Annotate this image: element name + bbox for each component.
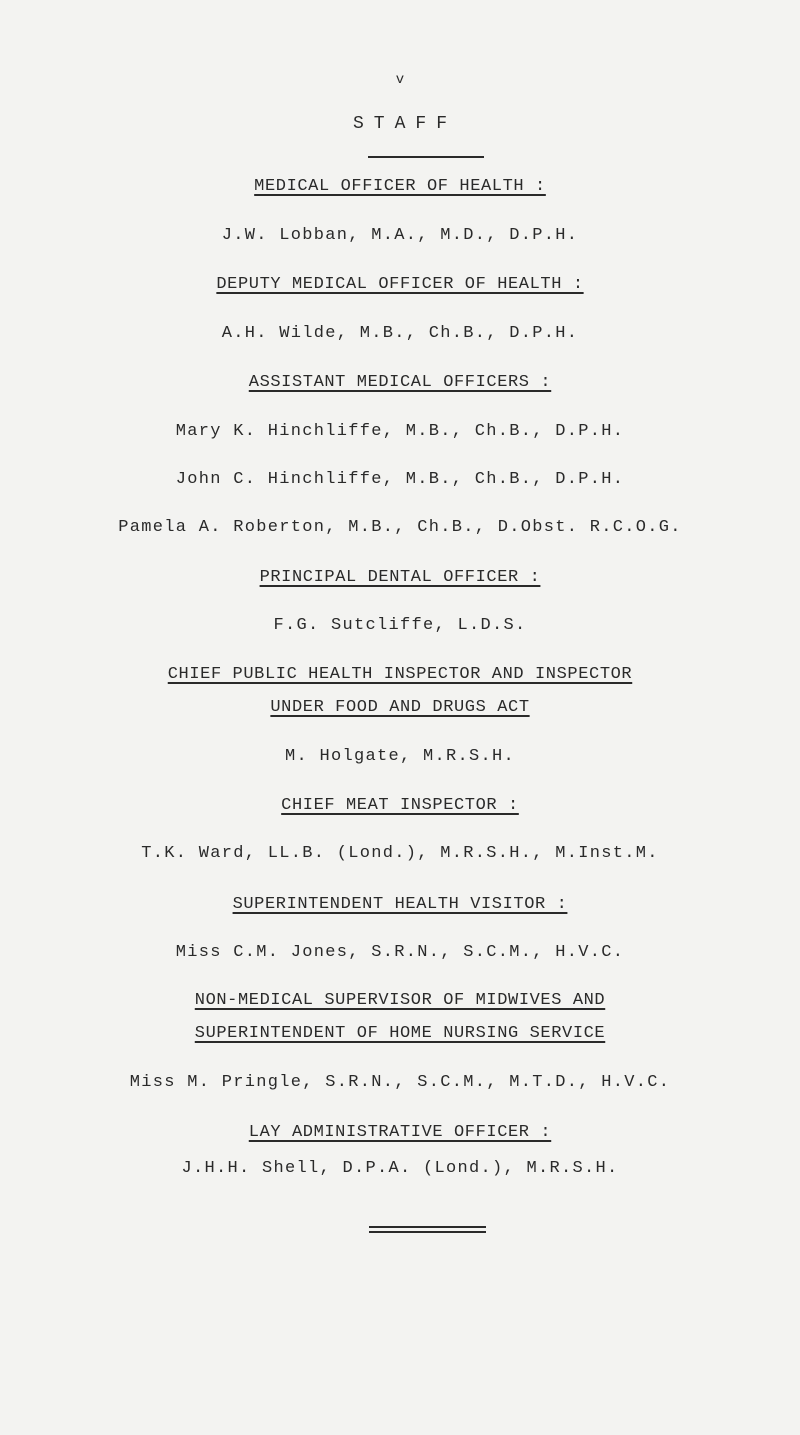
name-assistant-2: John C. Hinchliffe, M.B., Ch.B., D.P.H. bbox=[175, 470, 625, 489]
title-rule bbox=[368, 156, 484, 158]
name-lay-administrative-officer: J.H.H. Shell, D.P.A. (Lond.), M.R.S.H. bbox=[181, 1159, 619, 1178]
heading-principal-dental-officer: PRINCIPAL DENTAL OFFICER : bbox=[259, 568, 541, 587]
heading-chief-public-health-inspector-line1: CHIEF PUBLIC HEALTH INSPECTOR AND INSPECTOR bbox=[167, 665, 633, 684]
name-superintendent-health-visitor: Miss C.M. Jones, S.R.N., S.C.M., H.V.C. bbox=[175, 943, 625, 962]
heading-supervisor-midwives-line1: NON-MEDICAL SUPERVISOR OF MIDWIVES AND bbox=[194, 991, 606, 1010]
heading-lay-administrative-officer: LAY ADMINISTRATIVE OFFICER : bbox=[248, 1123, 552, 1142]
name-medical-officer: J.W. Lobban, M.A., M.D., D.P.H. bbox=[221, 226, 579, 245]
heading-medical-officer: MEDICAL OFFICER OF HEALTH : bbox=[254, 177, 546, 196]
heading-deputy-medical-officer: DEPUTY MEDICAL OFFICER OF HEALTH : bbox=[216, 275, 584, 294]
heading-assistant-medical-officers: ASSISTANT MEDICAL OFFICERS : bbox=[248, 373, 552, 392]
name-deputy-medical-officer: A.H. Wilde, M.B., Ch.B., D.P.H. bbox=[221, 324, 579, 343]
heading-chief-meat-inspector: CHIEF MEAT INSPECTOR : bbox=[281, 796, 519, 815]
heading-supervisor-midwives-line2: SUPERINTENDENT OF HOME NURSING SERVICE bbox=[194, 1024, 606, 1043]
name-principal-dental-officer: F.G. Sutcliffe, L.D.S. bbox=[273, 616, 527, 635]
heading-superintendent-health-visitor: SUPERINTENDENT HEALTH VISITOR : bbox=[232, 895, 568, 914]
name-assistant-1: Mary K. Hinchliffe, M.B., Ch.B., D.P.H. bbox=[175, 422, 625, 441]
name-chief-meat-inspector: T.K. Ward, LL.B. (Lond.), M.R.S.H., M.Inst.M. bbox=[141, 844, 659, 863]
name-assistant-3: Pamela A. Roberton, M.B., Ch.B., D.Obst. R.C.O.G. bbox=[118, 518, 682, 537]
closing-rule-top bbox=[369, 1226, 486, 1228]
closing-rule-bottom bbox=[369, 1231, 486, 1233]
heading-chief-public-health-inspector-line2: UNDER FOOD AND DRUGS ACT bbox=[270, 698, 530, 717]
page-number: v bbox=[395, 72, 405, 88]
name-supervisor-midwives: Miss M. Pringle, S.R.N., S.C.M., M.T.D., H.V.C. bbox=[129, 1073, 671, 1092]
name-chief-public-health-inspector: M. Holgate, M.R.S.H. bbox=[284, 747, 516, 766]
page-title: STAFF bbox=[352, 114, 457, 134]
